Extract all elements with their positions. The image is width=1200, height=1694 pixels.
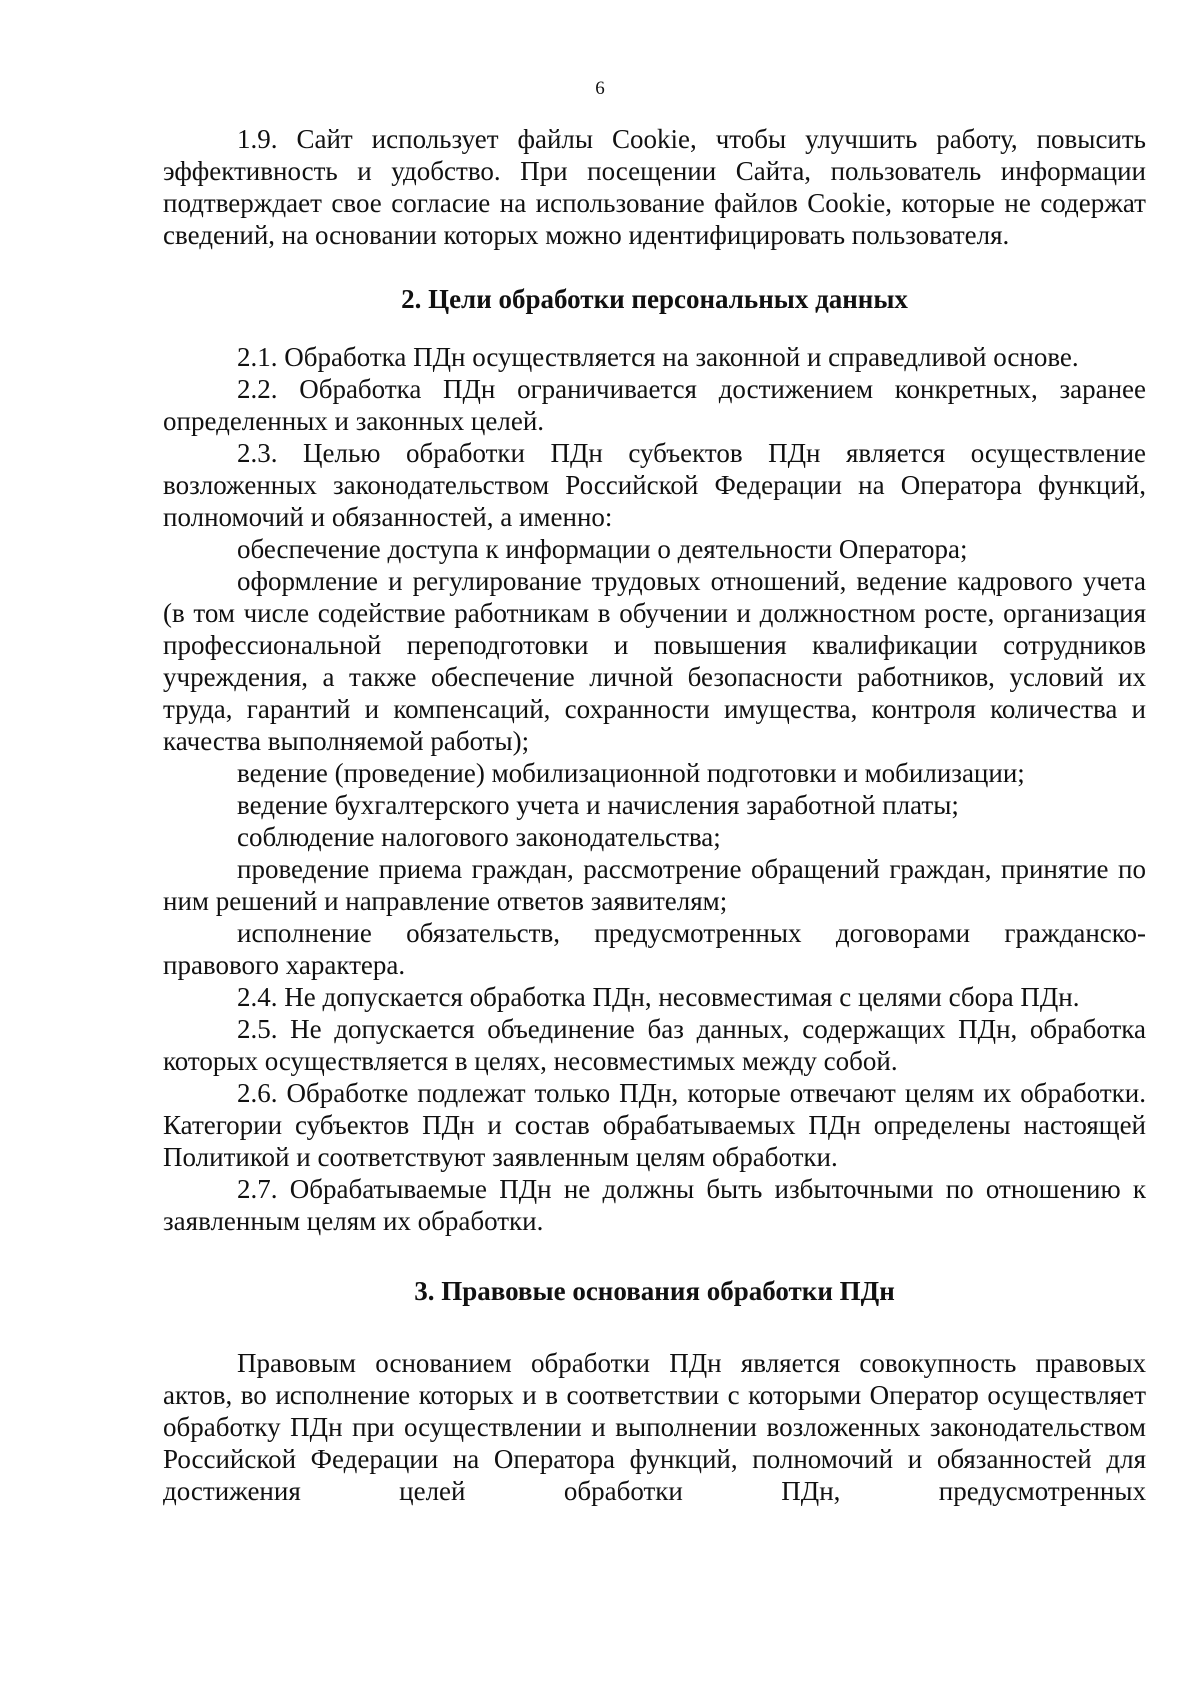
paragraph: 2.4. Не допускается обработка ПДн, несовместимая с целями сбора ПДн. — [237, 982, 1080, 1012]
list-item: оформление и регулирование трудовых отношений, ведение кадрового учета (в том числе содействие работникам в обучении и должностном росте, организация профессиональной переподготовки и повышения квалификации сотрудников учреждения, а также обеспечение личной безопасности работников, условий их труда, гарантий и компенсаций, сохранности имущества, контроля количества и качества выполняемой работы); — [163, 566, 1146, 756]
paragraph: 2.2. Обработка ПДн ограничивается достижением конкретных, заранее определенных и законных целей. — [163, 374, 1146, 436]
list-item: проведение приема граждан, рассмотрение обращений граждан, принятие по ним решений и направление ответов заявителям; — [163, 854, 1146, 916]
paragraph: 1.9. Сайт использует файлы Cookie, чтобы улучшить работу, повысить эффективность и удобство. При посещении Сайта, пользователь информации подтверждает свое согласие на использование файлов Cookie, которые не содержат сведений, на основании которых можно идентифицировать пользователя. — [163, 124, 1146, 250]
paragraph: 2.7. Обрабатываемые ПДн не должны быть избыточными по отношению к заявленным целям их обработки. — [163, 1174, 1146, 1236]
paragraph: 2.1. Обработка ПДн осуществляется на законной и справедливой основе. — [237, 342, 1079, 372]
section-title: 2. Цели обработки персональных данных — [401, 284, 908, 314]
list-item: обеспечение доступа к информации о деятельности Оператора; — [237, 534, 968, 564]
paragraph: Правовым основанием обработки ПДн является совокупность правовых актов, во исполнение которых и в соответствии с которыми Оператор осуществляет обработку ПДн при осуществлении и выполнении возложенных законодательством Российской Федерации на Оператора функций, полномочий и обязанностей для достижения целей обработки ПДн, предусмотренных — [163, 1348, 1146, 1506]
list-item: соблюдение налогового законодательства; — [237, 822, 721, 852]
document-body — [163, 123, 1146, 1507]
list-item: исполнение обязательств, предусмотренных договорами гражданско-правового характера. — [163, 918, 1146, 980]
paragraph: 2.3. Целью обработки ПДн субъектов ПДн является осуществление возложенных законодательством Российской Федерации на Оператора функций, полномочий и обязанностей, а именно: — [163, 438, 1146, 532]
section-title: 3. Правовые основания обработки ПДн — [414, 1276, 895, 1306]
list-item: ведение бухгалтерского учета и начисления заработной платы; — [237, 790, 959, 820]
paragraph: 2.6. Обработке подлежат только ПДн, которые отвечают целям их обработки. Категории субъектов ПДн и состав обрабатываемых ПДн определены настоящей Политикой и соответствуют заявленным целям обработки. — [163, 1078, 1146, 1172]
page-number: 6 — [595, 78, 605, 99]
paragraph: 2.5. Не допускается объединение баз данных, содержащих ПДн, обработка которых осуществляется в целях, несовместимых между собой. — [163, 1014, 1146, 1076]
list-item: ведение (проведение) мобилизационной подготовки и мобилизации; — [237, 758, 1025, 788]
